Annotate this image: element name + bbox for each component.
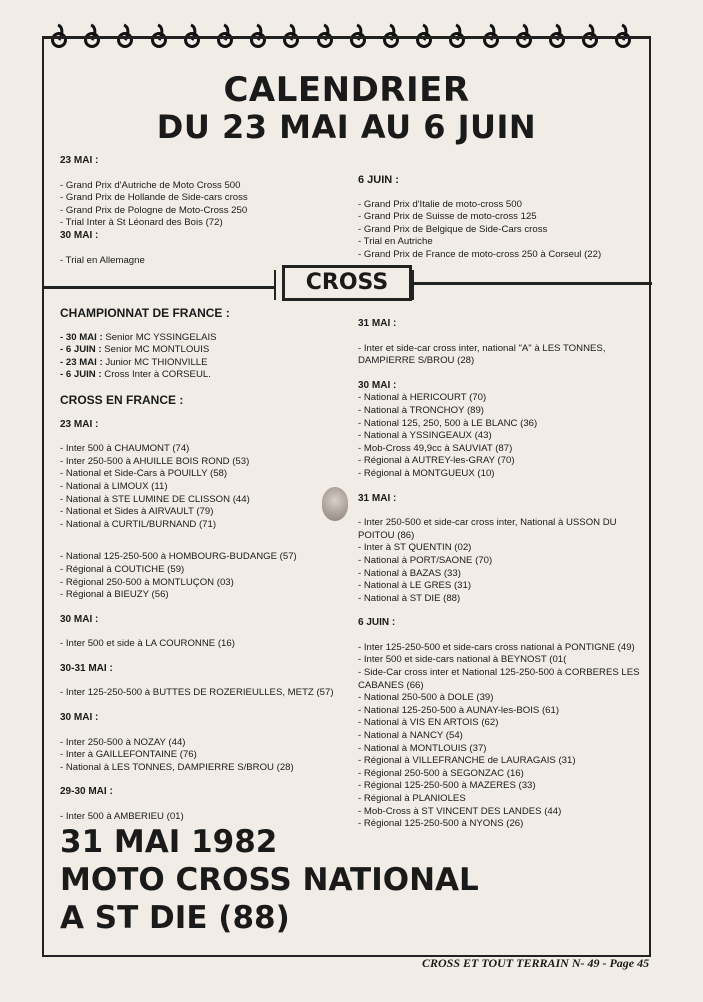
top-right-column [358,174,601,262]
list-item: - National à TRONCHOY (89) [358,404,485,416]
date-heading: 30-31 MAI : [60,662,113,674]
list-item: - Régional à MONTGUEUX (10) [358,467,495,479]
cross-section-header [42,262,651,302]
list-item: - Trial en Autriche [358,236,433,248]
list-item: - Inter 500 et side à LA COURONNE (16) [60,638,235,650]
divider [42,286,274,289]
list-item: - 23 MAI : Junior MC THIONVILLE [60,356,208,368]
list-item: - Grand Prix de Pologne de Moto-Cross 250 [60,204,248,216]
section-title: CROSS [282,265,412,301]
date-heading: 30 MAI : [60,229,99,241]
divider [274,270,276,300]
top-left-column [60,155,248,267]
list-item: - National à PORT/SAONE (70) [358,554,493,566]
date-heading: 6 JUIN : [358,174,399,186]
page-footer: CROSS ET TOUT TERRAIN N- 49 - Page 45 [422,956,650,970]
list-item: - National à LE GRES (31) [358,580,472,592]
list-item: - Inter et side-car cross inter, national "A" à LES TONNES, DAMPIERRE S/BROU (28) [358,342,606,367]
page-title: CALENDRIER [223,70,470,110]
list-item: - Inter 250-500 à NOZAY (44) [60,736,186,748]
divider [412,270,414,300]
banner-line: MOTO CROSS NATIONAL [60,862,479,898]
portrait-photo [322,487,348,521]
list-item: - Grand Prix de Belgique de Side-Cars cross [358,223,548,235]
list-item: - National à STE LUMINE DE CLISSON (44) [60,493,250,505]
list-item: - National à BAZAS (33) [358,567,461,579]
banner-line: A ST DIE (88) [60,900,290,936]
list-item: - Régional 250-500 à SEGONZAC (16) [358,767,524,779]
list-item: - Side-Car cross inter et National 125-250-500 à CORBERES LES CABANES (66) [358,667,640,691]
list-item: - Trial en Allemagne [60,254,145,266]
list-item: - 6 JUIN : Cross Inter à CORSEUL. [60,369,211,381]
date-heading: 23 MAI : [60,418,99,430]
date-heading: 30 MAI : [60,712,99,724]
list-item: - National 125-250-500 à HOMBOURG-BUDANGE (57) [60,551,297,563]
list-item: - Inter 250-500 à AHUILLE BOIS ROND (53) [60,455,250,467]
list-item: - Régional à BIEUZY (56) [60,589,169,601]
list-item: - Inter 125-250-500 à BUTTES DE ROZERIEULLES, METZ (57) [60,687,334,699]
date-heading: 30 MAI : [60,613,99,625]
list-item: - Grand Prix d'Autriche de Moto Cross 500 [60,179,241,191]
list-item: - Inter 250-500 et side-car cross inter, National à USSON DU POITOU (86) [358,517,617,541]
list-item: - Régional à PLANIOLES [358,793,466,804]
list-item: - National 125-250-500 à AUNAY-les-BOIS (61) [358,704,560,716]
list-item: - Inter 500 à AMBERIEU (01) [60,811,184,823]
list-item: - National à HERICOURT (70) [358,392,487,404]
list-item: - Régional 125-250-500 à MAZERES (33) [358,780,536,792]
list-item: - National et Side-Cars à POUILLY (58) [60,468,228,480]
list-item: - National 250-500 à DOLE (39) [358,692,494,704]
date-heading: 31 MAI : [358,318,397,329]
list-item: - National à CURTIL/BURNAND (71) [60,518,217,530]
section-heading: CROSS EN FRANCE : [60,392,184,407]
list-item: - Régional à VILLEFRANCHE de LAURAGAIS (31) [358,755,576,767]
date-heading: 30 MAI : [358,379,397,391]
divider [414,282,652,285]
list-item: - Inter 500 et side-cars national à BEYNOST (01( [358,654,567,666]
list-item: - National à NANCY (54) [358,730,463,742]
list-item: - National à MONTLOUIS (37) [358,742,487,754]
date-heading: 29-30 MAI : [60,786,113,798]
list-item: - National à YSSINGEAUX (43) [358,430,492,442]
list-item: - National 125, 250, 500 à LE BLANC (36) [358,417,538,429]
list-item: - Grand Prix de Suisse de moto-cross 125 [358,211,537,223]
list-item: - National et Sides à AIRVAULT (79) [60,506,214,518]
list-item: - National à ST DIE (88) [358,592,461,604]
list-item: - Mob-Cross 49,9cc à SAUVIAT (87) [358,442,513,454]
list-item: - Grand Prix de Hollande de Side-cars cross [60,192,248,204]
date-heading: 31 MAI : [358,492,397,504]
list-item: - Régional à AUTREY-les-GRAY (70) [358,455,515,467]
list-item: - Régional 250-500 à MONTLUÇON (03) [60,576,234,588]
list-item: - Inter à GAILLEFONTAINE (76) [60,749,197,761]
banner-line: 31 MAI 1982 [60,824,278,860]
right-column [358,318,644,831]
page-subtitle: DU 23 MAI AU 6 JUIN [156,108,537,146]
list-item: - National à VIS EN ARTOIS (62) [358,717,499,729]
list-item: - Mob-Cross à ST VINCENT DES LANDES (44) [358,805,562,817]
list-item: - Grand Prix de France de moto-cross 250 à Corseul (22) [358,248,602,260]
list-item: - Grand Prix d'Italie de moto-cross 500 [358,198,522,210]
list-item: - 30 MAI : Senior MC YSSINGELAIS [60,331,217,343]
section-heading: CHAMPIONNAT DE FRANCE : [60,306,230,320]
list-item: - 6 JUIN : Senior MC MONTLOUIS [60,344,210,356]
list-item: - Régional 125-250-500 à NYONS (26) [358,818,524,830]
headline-banner [60,823,479,937]
list-item: - Inter à ST QUENTIN (02) [358,542,472,554]
list-item: - National à LES TONNES, DAMPIERRE S/BROU (28) [60,761,294,773]
list-item: - Inter 500 à CHAUMONT (74) [60,443,190,455]
date-heading: 23 MAI : [60,155,99,166]
list-item: - Inter 125-250-500 et side-cars cross national à PONTIGNE (49) [358,641,635,653]
date-heading: 6 JUIN : [358,617,396,629]
list-item: - Trial Inter à St Léonard des Bois (72) [60,217,223,229]
list-item: - National à LIMOUX (11) [60,480,168,492]
list-item: - Régional à COUTICHE (59) [60,563,185,575]
left-column [60,307,334,824]
